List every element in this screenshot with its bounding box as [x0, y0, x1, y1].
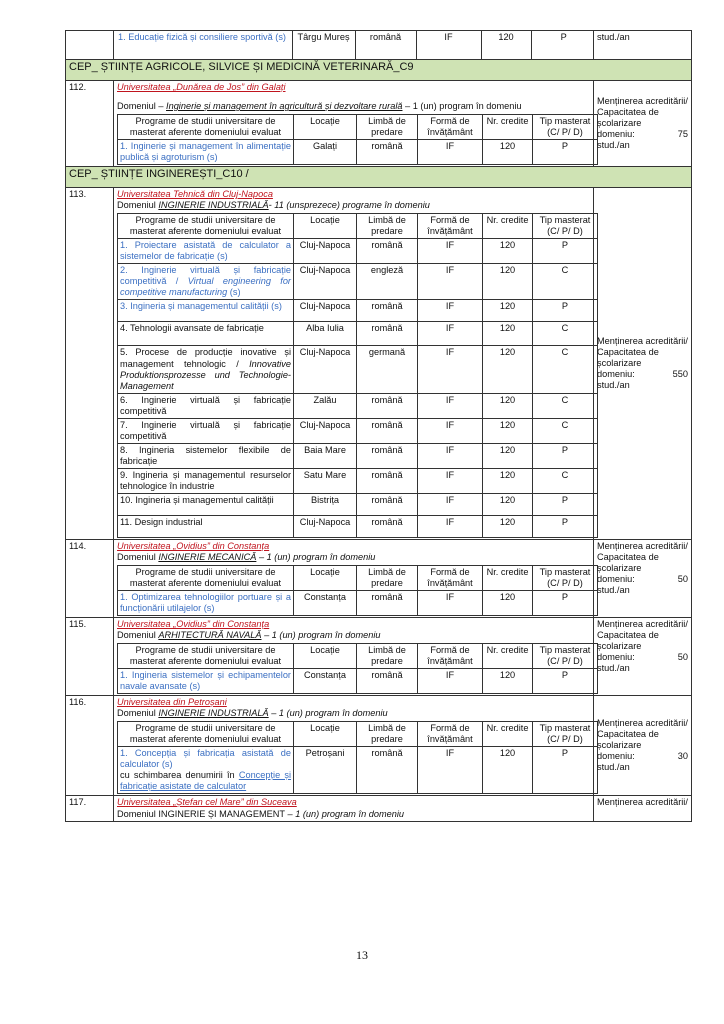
university-name: Universitatea „Ovidius” din Constanța	[117, 540, 270, 551]
decision-maintain: Menținerea acreditării/	[597, 718, 688, 729]
table-row	[66, 539, 692, 617]
program-name: 11. Design industrial	[118, 515, 294, 537]
header-location: Locație	[294, 644, 357, 669]
program-type: P	[533, 300, 598, 322]
decision-domain-label: domeniu:	[597, 129, 635, 140]
domain-count: – 1 (un) program în domeniu	[284, 808, 404, 819]
row-number: 114.	[66, 539, 114, 617]
program-form: IF	[418, 443, 483, 468]
program-location: Cluj-Napoca	[294, 418, 357, 443]
decision-maintain: Menținerea acreditării/	[597, 619, 688, 630]
decision-capacity-value: 30	[677, 751, 688, 762]
header-form: Formă de învățământ	[418, 115, 483, 140]
program-credits: 120	[483, 393, 533, 418]
header-credits: Nr. credite	[483, 565, 533, 590]
program-name: 10. Ingineria și managementul calității	[118, 493, 294, 515]
domain-count: – 1 (un) program în domeniu	[268, 708, 388, 719]
row-number: 116.	[66, 696, 114, 796]
program-location: Zalău	[294, 393, 357, 418]
domain-name: INGINERIE ȘI MANAGEMENT	[158, 808, 285, 819]
program-name: 8. Ingineria sistemelor flexibile de fabricație	[118, 443, 294, 468]
domain-count: – 1 (un) program în domeniu	[256, 551, 376, 562]
domain-line	[117, 200, 590, 211]
program-name	[118, 747, 294, 794]
domain-line	[117, 630, 590, 641]
program-credits: 120	[483, 418, 533, 443]
program-row	[118, 493, 598, 515]
program-type: P	[533, 515, 598, 537]
program-name	[118, 264, 294, 300]
program-language: română	[357, 669, 418, 694]
row-number: 113.	[66, 188, 114, 540]
program-type: C	[533, 322, 598, 346]
domain-line	[117, 101, 590, 112]
program-row	[118, 590, 598, 615]
program-type: C	[533, 393, 598, 418]
decision-domain-label: domeniu:	[597, 369, 635, 380]
domain-count: – 1 (un) program în domeniu	[261, 630, 381, 641]
program-language: română	[357, 515, 418, 537]
program-header-row	[118, 722, 598, 747]
program-name: 1. Proiectare asistată de calculator a sistemelor de fabricație (s)	[118, 239, 294, 264]
domain-prefix: Domeniul	[117, 551, 159, 562]
program-type: P	[533, 140, 598, 165]
program-language: română	[357, 443, 418, 468]
program-credits: 120	[483, 322, 533, 346]
rename-new-name: Concepție și fabricație asistate de calculator	[120, 770, 292, 792]
university-cell	[114, 696, 594, 796]
program-credits: 120	[483, 140, 533, 165]
header-programs: Programe de studii universitare de masterat aferente domeniului evaluat	[118, 722, 294, 747]
program-language: română	[357, 239, 418, 264]
domain-name: INGINERIE MECANICĂ	[158, 551, 257, 562]
program-type: P	[533, 443, 598, 468]
header-type: Tip masterat (C/ P/ D)	[533, 644, 598, 669]
program-location: Cluj-Napoca	[294, 300, 357, 322]
program-form: IF	[418, 747, 483, 794]
program-credits: 120	[483, 493, 533, 515]
program-type: C	[533, 468, 598, 493]
program-name-main: 2. Inginerie virtuală și fabricație competitivă /	[120, 265, 291, 287]
program-form: IF	[416, 31, 481, 59]
decision-capacity: Capacitatea de școlarizare	[597, 107, 659, 129]
header-language: Limbă de predare	[357, 214, 418, 239]
program-form: IF	[418, 393, 483, 418]
decision-maintain: Menținerea acreditării/	[597, 540, 688, 551]
program-name-main: 5. Procese de producție inovative și management tehnologic /	[120, 347, 291, 369]
university-name: Universitatea „Ovidius” din Constanța	[117, 619, 270, 630]
header-programs: Programe de studii universitare de masterat aferente domeniului evaluat	[118, 565, 294, 590]
table-row	[66, 696, 692, 796]
program-name: 7. Inginerie virtuală și fabricație competitivă	[118, 418, 294, 443]
program-row	[118, 418, 598, 443]
header-form: Formă de învățământ	[418, 722, 483, 747]
domain-prefix: Domeniul	[117, 808, 159, 819]
table-row	[66, 31, 692, 60]
header-programs: Programe de studii universitare de masterat aferente domeniului evaluat	[118, 644, 294, 669]
domain-prefix: Domeniul –	[117, 101, 167, 112]
row-number: 112.	[66, 81, 114, 167]
header-credits: Nr. credite	[483, 115, 533, 140]
program-type: P	[533, 669, 598, 694]
university-cell	[114, 539, 594, 617]
header-form: Formă de învățământ	[418, 214, 483, 239]
table-row	[66, 81, 692, 167]
header-language: Limbă de predare	[357, 722, 418, 747]
program-row	[118, 747, 598, 794]
program-location: Baia Mare	[294, 443, 357, 468]
program-credits: 120	[483, 264, 533, 300]
program-row	[118, 346, 598, 393]
program-name	[118, 346, 294, 393]
decision-capacity-value: 75	[677, 129, 688, 140]
decision-cell	[594, 618, 692, 696]
program-form: IF	[418, 493, 483, 515]
program-language: română	[357, 322, 418, 346]
program-name: 9. Ingineria și managementul resurselor tehnologice în industrie	[118, 468, 294, 493]
university-name: Universitatea din Petroșani	[117, 697, 227, 708]
program-row	[118, 669, 598, 694]
decision-maintain: Menținerea acreditării/	[597, 797, 688, 808]
program-form: IF	[418, 322, 483, 346]
program-type: C	[533, 264, 598, 300]
program-language: germană	[357, 346, 418, 393]
program-row	[118, 393, 598, 418]
decision-cell	[594, 188, 692, 540]
decision-unit: stud./an	[597, 663, 630, 674]
program-name-foreign: Virtual engineering for competitive manufacturing	[120, 276, 291, 298]
program-location: Târgu Mureș	[292, 31, 355, 59]
university-name: Universitatea Tehnică din Cluj-Napoca	[117, 189, 273, 200]
program-name: 1. Inginerie și management în alimentație publică și agroturism (s)	[118, 140, 294, 165]
program-cell	[114, 31, 594, 60]
program-name: 1. Ingineria sistemelor și echipamentelor navale avansate (s)	[118, 669, 294, 694]
program-language: română	[357, 590, 418, 615]
program-language: română	[357, 468, 418, 493]
domain-name: Inginerie și management în agricultură și dezvoltare rurală	[166, 101, 403, 112]
program-location: Satu Mare	[294, 468, 357, 493]
program-location: Cluj-Napoca	[294, 239, 357, 264]
table-row	[66, 796, 692, 821]
domain-line	[117, 708, 590, 719]
decision-capacity-value: 50	[677, 573, 688, 584]
program-row	[118, 239, 598, 264]
category-row	[66, 60, 692, 81]
header-form: Formă de învățământ	[418, 565, 483, 590]
program-row	[118, 468, 598, 493]
decision-domain-label: domeniu:	[597, 751, 635, 762]
decision-domain-label: domeniu:	[597, 573, 635, 584]
header-type: Tip masterat (C/ P/ D)	[533, 722, 598, 747]
accreditation-table	[65, 30, 692, 822]
program-credits: 120	[483, 590, 533, 615]
program-form: IF	[418, 418, 483, 443]
program-row	[118, 515, 598, 537]
program-location: Bistrița	[294, 493, 357, 515]
header-programs: Programe de studii universitare de masterat aferente domeniului evaluat	[118, 214, 294, 239]
program-credits: 120	[483, 239, 533, 264]
decision-unit: stud./an	[597, 380, 630, 391]
decision-unit: stud./an	[597, 140, 630, 151]
program-language: română	[357, 493, 418, 515]
domain-prefix: Domeniul	[117, 708, 159, 719]
decision-capacity: Capacitatea de școlarizare	[597, 729, 659, 751]
decision-capacity: Capacitatea de școlarizare	[597, 630, 659, 652]
program-table	[117, 565, 598, 616]
program-row	[118, 264, 598, 300]
program-location: Constanța	[294, 590, 357, 615]
decision-cell	[594, 539, 692, 617]
program-row	[118, 322, 598, 346]
decision-cell	[594, 796, 692, 821]
domain-line	[117, 809, 590, 820]
program-location: Cluj-Napoca	[294, 346, 357, 393]
university-cell	[114, 796, 594, 821]
header-language: Limbă de predare	[357, 565, 418, 590]
header-type: Tip masterat (C/ P/ D)	[533, 214, 598, 239]
program-location: Petroșani	[294, 747, 357, 794]
decision-capacity-value: 550	[672, 369, 688, 380]
program-table	[117, 114, 598, 165]
decision-capacity: Capacitatea de școlarizare	[597, 346, 659, 368]
program-name: 1. Optimizarea tehnologiilor portuare și a funcționării utilajelor (s)	[118, 590, 294, 615]
program-name-main: 1. Concepția și fabricația asistată de calculator (s)	[120, 748, 291, 770]
program-header-row	[118, 644, 598, 669]
program-type: P	[533, 747, 598, 794]
program-language: română	[357, 140, 418, 165]
program-language: română	[357, 418, 418, 443]
program-credits: 120	[483, 669, 533, 694]
program-credits: 120	[483, 515, 533, 537]
table-row	[66, 188, 692, 540]
header-language: Limbă de predare	[357, 115, 418, 140]
program-language: română	[355, 31, 416, 59]
table-row	[66, 618, 692, 696]
program-credits: 120	[483, 443, 533, 468]
program-table	[116, 31, 596, 59]
decision-cell: stud./an	[594, 31, 692, 60]
program-form: IF	[418, 669, 483, 694]
program-form: IF	[418, 590, 483, 615]
program-language: română	[357, 300, 418, 322]
program-credits: 120	[483, 747, 533, 794]
program-header-row	[118, 115, 598, 140]
program-type: C	[533, 418, 598, 443]
program-credits: 120	[483, 346, 533, 393]
header-form: Formă de învățământ	[418, 644, 483, 669]
category-title: CEP_ ȘTIINȚE INGINEREȘTI_C10 /	[66, 167, 692, 188]
category-title: CEP_ ȘTIINȚE AGRICOLE, SILVICE ȘI MEDICINĂ VETERINARĂ_C9	[66, 60, 692, 81]
domain-count: - 11 (unsprezece) programe în domeniu	[268, 200, 430, 211]
decision-capacity: Capacitatea de școlarizare	[597, 551, 659, 573]
rename-prefix: cu schimbarea denumirii în	[120, 770, 239, 781]
header-credits: Nr. credite	[483, 722, 533, 747]
program-location: Galați	[294, 140, 357, 165]
row-number	[66, 31, 114, 60]
decision-capacity-value: 50	[677, 652, 688, 663]
domain-name: INGINERIE INDUSTRIALĂ	[158, 708, 269, 719]
program-form: IF	[418, 300, 483, 322]
row-number: 115.	[66, 618, 114, 696]
domain-prefix: Domeniul	[117, 630, 159, 641]
university-cell	[114, 618, 594, 696]
domain-name: ARHITECTURĂ NAVALĂ	[158, 630, 262, 641]
program-table	[117, 213, 598, 538]
program-form: IF	[418, 515, 483, 537]
program-type: P	[533, 239, 598, 264]
header-location: Locație	[294, 722, 357, 747]
program-type: P	[533, 493, 598, 515]
program-language: română	[357, 747, 418, 794]
program-form: IF	[418, 468, 483, 493]
domain-prefix: Domeniul	[117, 200, 159, 211]
program-table	[117, 643, 598, 694]
decision-unit: stud./an	[597, 584, 630, 595]
program-name: 1. Educație fizică și consiliere sportivă (s)	[116, 31, 292, 59]
row-number: 117.	[66, 796, 114, 821]
program-row	[118, 300, 598, 322]
program-name: 6. Inginerie virtuală și fabricație competitivă	[118, 393, 294, 418]
decision-maintain: Menținerea acreditării/	[597, 335, 688, 346]
header-location: Locație	[294, 565, 357, 590]
decision-unit: stud./an	[597, 762, 630, 773]
university-name: Universitatea „Dunărea de Jos” din Galați	[117, 82, 286, 92]
program-language: română	[357, 393, 418, 418]
header-type: Tip masterat (C/ P/ D)	[533, 565, 598, 590]
program-name-foreign: Innovative Produktionsprozesse und Technologie-Management	[120, 358, 291, 391]
header-language: Limbă de predare	[357, 644, 418, 669]
program-location: Constanța	[294, 669, 357, 694]
program-type: P	[533, 590, 598, 615]
program-row	[118, 443, 598, 468]
program-row	[116, 31, 596, 59]
header-credits: Nr. credite	[483, 214, 533, 239]
program-row	[118, 140, 598, 165]
program-location: Cluj-Napoca	[294, 515, 357, 537]
program-name: 3. Ingineria și managementul calității (s)	[118, 300, 294, 322]
program-credits: 120	[483, 300, 533, 322]
page-number: 13	[356, 948, 368, 962]
program-form: IF	[418, 239, 483, 264]
program-header-row	[118, 214, 598, 239]
program-name-suffix: (s)	[227, 287, 241, 298]
university-cell	[114, 81, 594, 167]
program-language: engleză	[357, 264, 418, 300]
program-type: C	[533, 346, 598, 393]
program-form: IF	[418, 140, 483, 165]
header-programs: Programe de studii universitare de masterat aferente domeniului evaluat	[118, 115, 294, 140]
program-rename	[120, 770, 291, 792]
category-row	[66, 167, 692, 188]
header-credits: Nr. credite	[483, 644, 533, 669]
program-header-row	[118, 565, 598, 590]
header-location: Locație	[294, 115, 357, 140]
program-form: IF	[418, 264, 483, 300]
domain-count: – 1 (un) program în domeniu	[402, 101, 522, 112]
domain-name: INGINERIE INDUSTRIALĂ	[158, 200, 269, 211]
program-credits: 120	[483, 468, 533, 493]
header-location: Locație	[294, 214, 357, 239]
program-name: 4. Tehnologii avansate de fabricație	[118, 322, 294, 346]
header-type: Tip masterat (C/ P/ D)	[533, 115, 598, 140]
program-table	[117, 721, 598, 794]
program-credits: 120	[481, 31, 531, 59]
university-cell	[114, 188, 594, 540]
program-location: Cluj-Napoca	[294, 264, 357, 300]
decision-maintain: Menținerea acreditării/	[597, 96, 688, 107]
program-form: IF	[418, 346, 483, 393]
decision-cell	[594, 81, 692, 167]
domain-line	[117, 552, 590, 563]
university-name: Universitatea „Ștefan cel Mare” din Suceava	[117, 797, 297, 808]
decision-cell	[594, 696, 692, 796]
program-location: Alba Iulia	[294, 322, 357, 346]
program-type: P	[531, 31, 596, 59]
decision-domain-label: domeniu:	[597, 652, 635, 663]
